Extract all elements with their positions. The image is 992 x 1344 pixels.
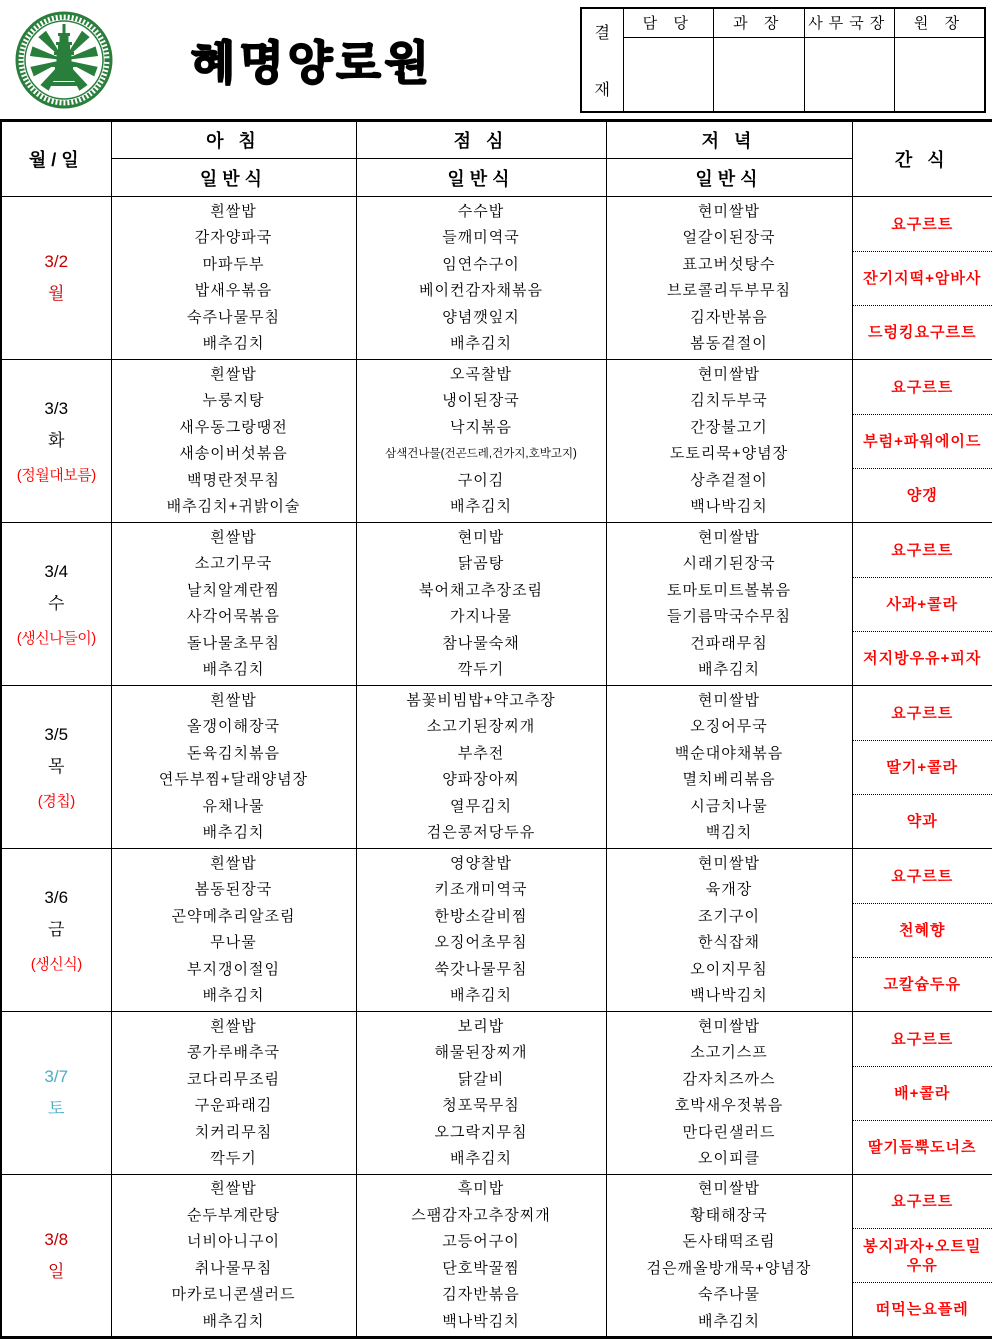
menu-item: 배추김치: [450, 987, 512, 1004]
lunch-cell: [356, 1012, 606, 1175]
date-label: 3/4: [44, 561, 69, 581]
breakfast-cell: [111, 360, 356, 523]
menu-item: 오이피클: [698, 1150, 760, 1167]
menu-item: 깍두기: [210, 1150, 257, 1167]
menu-item: 흰쌀밥: [210, 1017, 257, 1035]
menu-item: 코다리무조림: [187, 1070, 280, 1088]
menu-item: 숙주나물무침: [187, 308, 280, 326]
snack-cell: [852, 686, 992, 849]
menu-item: 검은콩저당두유: [426, 824, 536, 841]
menu-item: 백명란젓무침: [187, 471, 280, 489]
title-wrap: [114, 27, 580, 93]
menu-item: 낙지볶음: [450, 418, 512, 436]
menu-item: 너비아니구이: [187, 1233, 280, 1250]
menu-item: 호박새우젓볶음: [674, 1097, 784, 1114]
menu-item: 현미쌀밥: [698, 202, 760, 220]
menu-item: 배추김치: [202, 335, 265, 352]
dinner-cell: [606, 1012, 852, 1175]
menu-item: 토마토미트볼볶음: [667, 581, 791, 599]
menu-item: 콩가루배추국: [187, 1044, 280, 1061]
breakfast-cell: [111, 686, 356, 849]
approval-col-manager: 과 장: [714, 8, 805, 38]
dinner-cell: [606, 197, 852, 360]
menu-item: 간장불고기: [690, 418, 768, 436]
event-note: (생신식): [30, 955, 82, 973]
day-label: 금: [48, 919, 65, 939]
sheet-header: [0, 0, 992, 119]
menu-item: 밥새우볶음: [194, 282, 273, 299]
snack-cell: [852, 1012, 992, 1175]
menu-item: 배추김치: [202, 1312, 265, 1330]
signature-cell: [623, 38, 714, 112]
menu-item: 건파래무침: [690, 634, 768, 652]
table-row: [1, 1012, 992, 1175]
day-label: 화: [48, 430, 65, 450]
date-label: 3/3: [44, 398, 69, 418]
table-row: [1, 849, 992, 1012]
signature-cell: [895, 38, 986, 112]
menu-item: 새송이버섯볶음: [179, 445, 288, 462]
menu-item: 냉이된장국: [442, 392, 520, 409]
menu-item: 구이김: [457, 471, 505, 489]
snack-item: 양갱: [853, 468, 992, 522]
menu-item: 쑥갓나물무침: [434, 960, 528, 978]
menu-item: 한식잡채: [698, 934, 760, 951]
menu-item: 소고기된장찌개: [426, 718, 536, 735]
breakfast-cell: [111, 1175, 356, 1338]
snack-stack: [853, 687, 992, 848]
meal-table-body: [1, 197, 992, 1338]
breakfast-cell: [111, 197, 356, 360]
approval-col-office-director: 사무국장: [804, 8, 895, 38]
page-title: 혜명양로원: [190, 36, 434, 89]
menu-item: 황태해장국: [690, 1206, 768, 1224]
menu-item: 봄동된장국: [194, 881, 273, 898]
menu-item: 도토리묵+양념장: [669, 445, 789, 462]
menu-item: 만다린샐러드: [682, 1123, 776, 1141]
lunch-cell: [356, 197, 606, 360]
menu-item: 오그락지무침: [434, 1123, 528, 1141]
menu-item: 흑미밥: [457, 1180, 505, 1197]
menu-item: 배추김치: [450, 335, 512, 352]
menu-item: 오곡찰밥: [450, 365, 512, 383]
menu-item: 돈육김치볶음: [187, 744, 280, 762]
menu-item: 배추김치: [450, 1150, 512, 1167]
breakfast-cell: [111, 849, 356, 1012]
subheader-lunch-type: 일반식: [356, 159, 606, 197]
snack-item: 잔기지떡+암바사: [853, 251, 992, 305]
menu-item: 감자치즈까스: [682, 1070, 776, 1088]
menu-item: 흰쌀밥: [210, 528, 257, 546]
menu-item: 흰쌀밥: [210, 854, 257, 872]
menu-item: 부추전: [457, 744, 505, 762]
menu-item: 베이컨감자채볶음: [419, 282, 543, 299]
subheader-dinner-type: 일반식: [606, 159, 852, 197]
menu-item: 마카로니콘샐러드: [171, 1286, 296, 1303]
day-label: 토: [48, 1099, 65, 1118]
snack-item: 요구르트: [891, 867, 954, 885]
menu-item: 봄동겉절이: [690, 335, 768, 352]
snack-stack: [853, 198, 992, 359]
menu-item: 흰쌀밥: [210, 202, 257, 220]
day-label: 수: [48, 593, 65, 613]
breakfast-cell: [111, 1012, 356, 1175]
menu-item: 연두부찜+달래양념장: [158, 771, 309, 788]
menu-item: 키조개미역국: [434, 881, 528, 898]
date-cell: [1, 1012, 111, 1175]
table-row: [1, 197, 992, 360]
lunch-cell: [356, 686, 606, 849]
menu-item: 보리밥: [457, 1017, 505, 1035]
menu-item: 육개장: [705, 881, 753, 898]
menu-item: 배추김치: [698, 1312, 760, 1330]
menu-item: 닭곰탕: [457, 555, 505, 572]
menu-item: 배추김치: [202, 824, 265, 841]
menu-item: 스팸감자고추장찌개: [411, 1206, 551, 1224]
lunch-cell: [356, 523, 606, 686]
column-header-dinner: 저 녁: [606, 121, 852, 159]
menu-item: 흰쌀밥: [210, 691, 257, 709]
menu-item: 오이지무침: [690, 960, 768, 978]
pagoda-emblem-icon: [14, 10, 114, 110]
menu-item: 청포묵무침: [442, 1097, 520, 1114]
date-cell: [1, 849, 111, 1012]
date-label: 3/8: [44, 1229, 69, 1249]
org-logo-emblem: [14, 10, 114, 110]
day-label: 목: [48, 756, 65, 776]
menu-item: 백나박김치: [690, 987, 768, 1004]
menu-item: 들기름막국수무침: [667, 608, 791, 625]
menu-item: 현미쌀밥: [698, 691, 760, 709]
subheader-breakfast-type: 일반식: [111, 159, 356, 197]
menu-item: 돈사태떡조림: [682, 1233, 776, 1250]
table-row: [1, 686, 992, 849]
menu-item: 흰쌀밥: [210, 365, 257, 383]
event-note: (경칩): [37, 792, 75, 810]
menu-item: 곤약메추리알조림: [171, 907, 296, 925]
menu-item: 부지갱이절임: [187, 960, 280, 978]
date-cell: [1, 197, 111, 360]
menu-item: 숙주나물: [698, 1286, 760, 1303]
snack-item: 요구르트: [891, 541, 954, 559]
snack-item: 천혜향: [853, 903, 992, 957]
menu-item: 임연수구이: [442, 255, 520, 273]
menu-item: 시래기된장국: [682, 555, 776, 572]
meal-table: [0, 119, 992, 1339]
menu-item: 해물된장찌개: [434, 1044, 528, 1061]
menu-item: 현미밥: [457, 528, 505, 546]
column-header-date: 월/일: [1, 121, 111, 197]
menu-item: 올갱이해장국: [187, 718, 280, 735]
snack-item: 요구르트: [891, 1030, 954, 1048]
dinner-cell: [606, 1175, 852, 1338]
menu-item: 조기구이: [698, 907, 760, 925]
approval-stamp-label: [581, 8, 623, 112]
snack-cell: [852, 197, 992, 360]
menu-item: 마파두부: [202, 255, 265, 273]
signature-cell: [804, 38, 895, 112]
menu-item: 들깨미역국: [442, 229, 520, 246]
table-row: [1, 360, 992, 523]
menu-item: 무나물: [210, 934, 257, 951]
snack-stack: [853, 361, 992, 522]
menu-item: 흰쌀밥: [210, 1180, 257, 1197]
snack-stack: [853, 1013, 992, 1174]
date-cell: [1, 686, 111, 849]
snack-item: 떠먹는요플레: [853, 1282, 992, 1336]
menu-item: 백나박김치: [690, 498, 768, 515]
dinner-cell: [606, 686, 852, 849]
menu-item: 구운파래김: [194, 1097, 273, 1114]
menu-item: 유채나물: [202, 797, 265, 815]
breakfast-cell: [111, 523, 356, 686]
menu-item: 치커리무침: [194, 1123, 273, 1141]
menu-item: 현미쌀밥: [698, 854, 760, 872]
snack-item: 요구르트: [891, 378, 954, 396]
menu-item: 소고기스프: [690, 1044, 768, 1061]
menu-item: 참나물숙채: [442, 634, 520, 652]
date-cell: [1, 523, 111, 686]
menu-item: 현미쌀밥: [698, 528, 760, 546]
menu-item: 배추김치: [450, 498, 512, 515]
menu-item: 얼갈이된장국: [682, 229, 776, 246]
menu-item: 오징어초무침: [434, 934, 528, 951]
dinner-cell: [606, 360, 852, 523]
snack-item: 봉지과자+오트밀우유: [853, 1228, 992, 1282]
snack-item: 딸기+콜라: [853, 740, 992, 794]
menu-item: 사각어묵볶음: [187, 608, 280, 625]
menu-item: 고등어구이: [442, 1233, 520, 1250]
dinner-cell: [606, 523, 852, 686]
menu-item: 봄꽃비빔밥+약고추장: [406, 691, 556, 709]
menu-item: 영양찰밥: [450, 854, 512, 872]
menu-item: 현미쌀밥: [698, 1017, 760, 1035]
menu-item: 배추김치+귀밝이술: [166, 498, 301, 515]
column-header-snack: 간 식: [852, 121, 992, 197]
menu-item: 새우동그랑땡전: [179, 418, 288, 436]
dinner-cell: [606, 849, 852, 1012]
menu-item: 상추겉절이: [690, 471, 768, 489]
approval-col-director: 원 장: [895, 8, 986, 38]
approval-col-staff: 담 당: [623, 8, 714, 38]
snack-cell: [852, 523, 992, 686]
menu-item: 삼색건나물(건곤드레,건가지,호박고지): [385, 448, 577, 460]
menu-item: 배추김치: [698, 661, 760, 678]
date-label: 3/2: [44, 252, 69, 271]
column-header-breakfast: 아 침: [111, 121, 356, 159]
stamp-char-bottom: 재: [594, 81, 610, 99]
snack-stack: [853, 1175, 992, 1336]
snack-item: 부럼+파워에이드: [853, 414, 992, 468]
menu-item: 양파장아찌: [442, 771, 520, 788]
menu-item: 백나박김치: [442, 1312, 520, 1330]
snack-stack: [853, 524, 992, 685]
snack-item: 요구르트: [891, 215, 954, 233]
menu-item: 김자반볶음: [442, 1286, 520, 1303]
lunch-cell: [356, 360, 606, 523]
menu-item: 감자양파국: [194, 229, 273, 246]
event-note: (정월대보름): [16, 466, 96, 484]
snack-item: 요구르트: [891, 704, 954, 722]
menu-item: 브로콜리두부무침: [667, 282, 791, 299]
menu-item: 수수밥: [457, 202, 505, 220]
stamp-char-top: 결: [594, 24, 610, 42]
menu-item: 현미쌀밥: [698, 1180, 760, 1197]
menu-item: 시금치나물: [690, 797, 768, 815]
menu-item: 김자반볶음: [690, 308, 768, 326]
snack-item: 고칼슘두유: [853, 957, 992, 1011]
menu-item: 돌나물초무침: [187, 634, 280, 652]
menu-item: 순두부계란탕: [187, 1206, 280, 1224]
menu-item: 한방소갈비찜: [434, 907, 528, 925]
menu-item: 가지나물: [450, 608, 512, 625]
day-label: 일: [48, 1261, 65, 1281]
menu-item: 배추김치: [202, 987, 265, 1004]
menu-item: 백순대야채볶음: [674, 744, 784, 762]
date-label: 3/6: [44, 887, 69, 907]
snack-item: 사과+콜라: [853, 577, 992, 631]
table-row: [1, 1175, 992, 1338]
menu-item: 깍두기: [457, 661, 505, 678]
menu-item: 배추김치: [202, 661, 265, 678]
approval-table: [580, 7, 986, 113]
day-label: 월: [48, 284, 65, 303]
menu-item: 멸치베리볶음: [682, 771, 776, 788]
menu-item: 열무김치: [450, 797, 512, 815]
lunch-cell: [356, 849, 606, 1012]
column-header-lunch: 점 심: [356, 121, 606, 159]
menu-item: 표고버섯탕수: [682, 255, 776, 273]
date-label: 3/5: [44, 724, 69, 744]
snack-item: 약과: [853, 794, 992, 848]
snack-item: 요구르트: [891, 1193, 954, 1210]
date-label: 3/7: [44, 1067, 69, 1086]
menu-item: 닭갈비: [457, 1070, 505, 1088]
signature-cell: [714, 38, 805, 112]
menu-item: 소고기무국: [194, 555, 273, 572]
menu-item: 취나물무침: [194, 1259, 273, 1277]
menu-item: 누룽지탕: [202, 392, 265, 409]
menu-item: 검은깨올방개묵+양념장: [646, 1259, 812, 1277]
snack-cell: [852, 849, 992, 1012]
date-cell: [1, 1175, 111, 1338]
lunch-cell: [356, 1175, 606, 1338]
menu-item: 날치알계란찜: [187, 581, 280, 599]
menu-item: 김치두부국: [690, 392, 768, 409]
snack-stack: [853, 850, 992, 1011]
menu-item: 오징어무국: [690, 718, 768, 735]
menu-item: 단호박꿀찜: [442, 1259, 520, 1277]
event-note: (생신나들이): [16, 629, 96, 647]
menu-item: 현미쌀밥: [698, 365, 760, 383]
snack-cell: [852, 360, 992, 523]
menu-item: 양념깻잎지: [442, 308, 520, 326]
snack-item: 드렁킹요구르트: [853, 305, 992, 359]
snack-item: 저지방우유+피자: [853, 631, 992, 685]
menu-item: 백김치: [705, 824, 753, 841]
menu-item: 북어채고추장조림: [419, 581, 543, 599]
snack-cell: [852, 1175, 992, 1338]
snack-item: 배+콜라: [853, 1066, 992, 1120]
table-row: [1, 523, 992, 686]
snack-item: 딸기듬뿍도너츠: [853, 1120, 992, 1174]
date-cell: [1, 360, 111, 523]
